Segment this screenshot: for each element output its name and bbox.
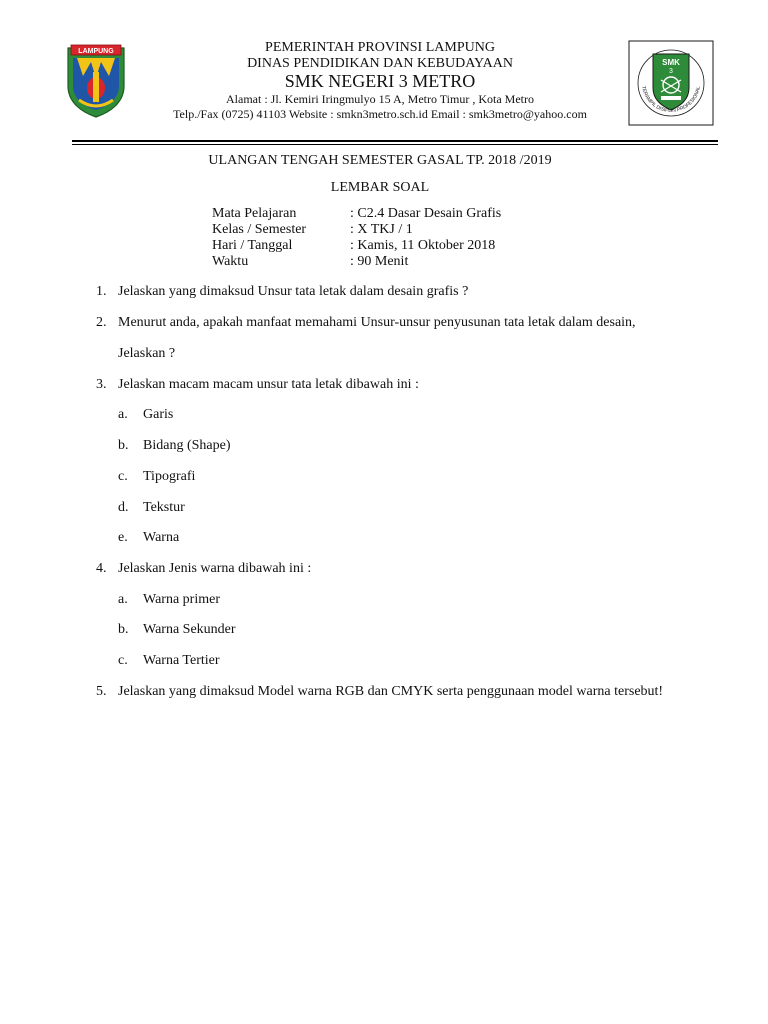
smk-emblem-logo	[628, 40, 714, 126]
sub-item-number: e.	[118, 530, 128, 545]
school-name: SMK NEGERI 3 METRO	[284, 71, 476, 91]
school-contact: Telp./Fax (0725) 41103 Website : smkn3metro.sch.id Email : smk3metro@yahoo.com	[173, 107, 587, 121]
exam-subtitle: LEMBAR SOAL	[330, 180, 430, 195]
question-text: Jelaskan yang dimaksud Unsur tata letak dalam desain grafis ?	[118, 284, 469, 299]
smk-logo-motto: TERAMPIL DISIPLIN PROFESIONAL	[640, 85, 702, 115]
info-label: Kelas / Semester	[212, 222, 307, 237]
header-divider-thick	[72, 140, 718, 142]
info-row-duration	[212, 254, 501, 270]
sub-item-number: a.	[118, 592, 128, 607]
government-header: PEMERINTAH PROVINSI LAMPUNG	[265, 40, 495, 55]
sub-item-text: Garis	[143, 407, 174, 422]
sub-item-text: Warna primer	[143, 592, 220, 607]
info-row-class	[212, 222, 501, 238]
sub-item-number: b.	[118, 622, 129, 637]
sub-item-number: d.	[118, 500, 129, 515]
school-address: Alamat : Jl. Kemiri Iringmulyo 15 A, Metro Timur , Kota Metro	[226, 92, 534, 106]
info-label: Mata Pelajaran	[212, 206, 297, 221]
sub-item-text: Warna Tertier	[143, 653, 220, 668]
info-label: Hari / Tanggal	[212, 238, 293, 253]
sub-item-number: a.	[118, 407, 128, 422]
info-value: : C2.4 Dasar Desain Grafis	[350, 206, 502, 221]
info-label: Waktu	[212, 254, 249, 269]
question-text: Menurut anda, apakah manfaat memahami Unsur-unsur penyusunan tata letak dalam desain,	[118, 315, 636, 330]
sub-item-text: Warna Sekunder	[143, 622, 236, 637]
exam-title: ULANGAN TENGAH SEMESTER GASAL TP. 2018 /2019	[208, 153, 552, 168]
svg-text:LAMPUNG: LAMPUNG	[78, 48, 114, 55]
smk-logo-label: SMK	[662, 58, 680, 67]
exam-info-block	[212, 206, 501, 270]
info-value: : 90 Menit	[350, 254, 409, 269]
question-number: 1.	[96, 284, 107, 299]
department-header: DINAS PENDIDIKAN DAN KEBUDAYAAN	[247, 56, 513, 71]
info-value: : Kamis, 11 Oktober 2018	[350, 238, 496, 253]
question-number: 3.	[96, 377, 107, 392]
sub-item-number: b.	[118, 438, 129, 453]
info-row-subject	[212, 206, 501, 222]
info-row-date	[212, 238, 501, 254]
smk-logo-number: 3	[669, 68, 673, 75]
lampung-crest-logo	[65, 42, 127, 118]
sub-item-number: c.	[118, 469, 128, 484]
question-continuation: Jelaskan ?	[118, 346, 176, 361]
question-number: 5.	[96, 684, 107, 699]
question-number: 2.	[96, 315, 107, 330]
sub-item-number: c.	[118, 653, 128, 668]
sub-item-text: Warna	[143, 530, 180, 545]
info-value: : X TKJ / 1	[350, 222, 413, 237]
question-number: 4.	[96, 561, 107, 576]
question-text: Jelaskan macam macam unsur tata letak dibawah ini :	[118, 377, 419, 392]
sub-item-text: Tekstur	[143, 500, 185, 515]
question-text: Jelaskan Jenis warna dibawah ini :	[118, 561, 312, 576]
sub-item-text: Bidang (Shape)	[143, 438, 231, 453]
sub-item-text: Tipografi	[143, 469, 196, 484]
header-divider-thin	[72, 144, 718, 145]
question-text: Jelaskan yang dimaksud Model warna RGB dan CMYK serta penggunaan model warna tersebut!	[118, 684, 664, 699]
